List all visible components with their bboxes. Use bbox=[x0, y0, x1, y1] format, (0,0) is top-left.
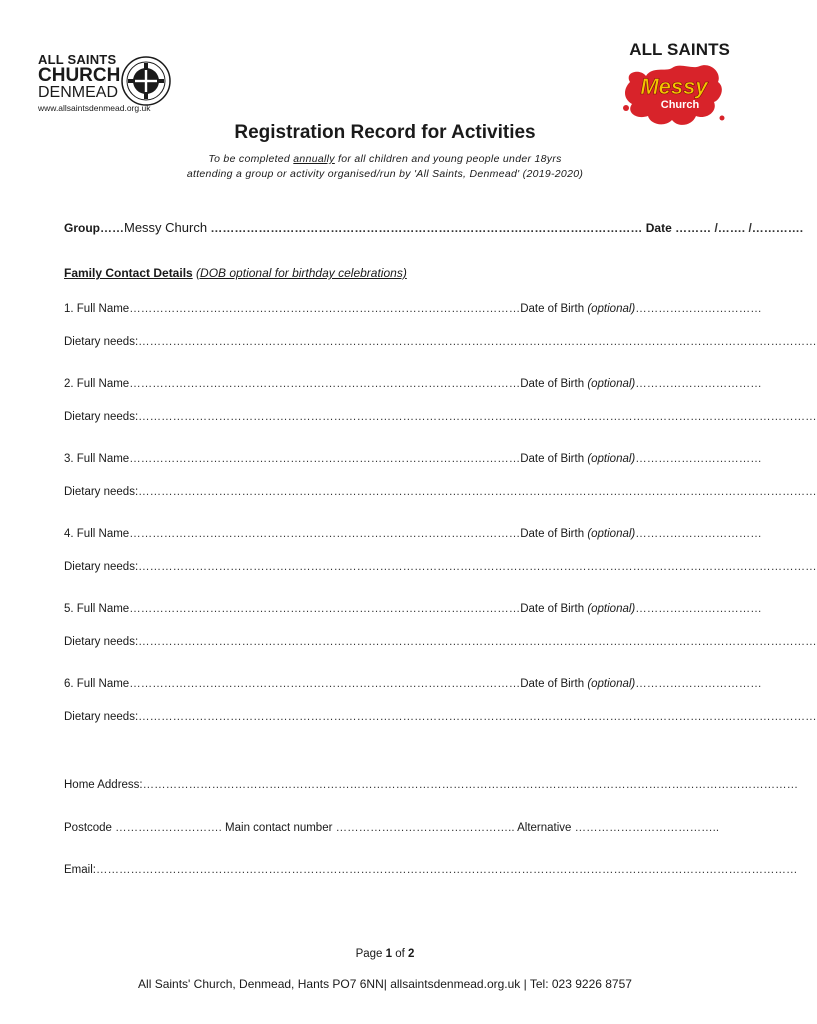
full-name-field[interactable]: ………………………………………………………………………………………… bbox=[129, 303, 521, 315]
subtitle-text: To be completed bbox=[208, 153, 294, 165]
dietary-label: Dietary needs: bbox=[64, 336, 139, 348]
child-name-row-6 bbox=[64, 678, 762, 690]
dietary-field[interactable]: …………………………………………………………………………………………………………………………………………………………… bbox=[138, 336, 817, 348]
home-address-row bbox=[64, 779, 799, 791]
full-name-field[interactable]: ………………………………………………………………………………………… bbox=[129, 528, 521, 540]
dietary-label: Dietary needs: bbox=[64, 486, 139, 498]
dietary-field[interactable]: …………………………………………………………………………………………………………………………………………………………… bbox=[138, 711, 817, 723]
dob-label: Date of Birth bbox=[520, 303, 588, 315]
full-name-field[interactable]: ………………………………………………………………………………………… bbox=[129, 603, 521, 615]
full-name-field[interactable]: ………………………………………………………………………………………… bbox=[129, 378, 521, 390]
dietary-row-2 bbox=[64, 411, 817, 423]
dietary-field[interactable]: …………………………………………………………………………………………………………………………………………………………… bbox=[138, 561, 817, 573]
full-name-label: 1. Full Name bbox=[64, 303, 130, 315]
page-total: 2 bbox=[408, 948, 415, 960]
child-name-row-5 bbox=[64, 603, 762, 615]
group-value[interactable]: Messy Church bbox=[124, 220, 208, 235]
dob-field[interactable]: …………………………… bbox=[635, 603, 762, 615]
dietary-field[interactable]: …………………………………………………………………………………………………………………………………………………………… bbox=[138, 636, 817, 648]
dietary-row-5 bbox=[64, 636, 817, 648]
section-title: Family Contact Details bbox=[64, 266, 193, 280]
messy-logo-top-text: ALL SAINTS bbox=[629, 40, 730, 59]
page-current: 1 bbox=[385, 948, 393, 960]
alternative-label: Alternative bbox=[517, 822, 575, 834]
postcode-field[interactable]: ………………………. bbox=[115, 822, 226, 834]
church-logo bbox=[38, 52, 183, 124]
subtitle-text: for all children and young people under 18yrs bbox=[334, 153, 562, 165]
home-address-field[interactable]: ……………………………………………………………………………………………………………………………………………………… bbox=[142, 779, 799, 791]
dietary-label: Dietary needs: bbox=[64, 711, 139, 723]
dob-label: Date of Birth bbox=[520, 378, 588, 390]
dob-note: (optional) bbox=[587, 528, 636, 540]
dob-field[interactable]: …………………………… bbox=[635, 378, 762, 390]
church-logo-line2: CHURCH bbox=[38, 65, 121, 86]
main-contact-label: Main contact number bbox=[225, 822, 336, 834]
dob-label: Date of Birth bbox=[520, 528, 588, 540]
date-field[interactable]: ……… /……. /…………. bbox=[675, 221, 804, 235]
group-fill-dots: ……………………………………………………………………………………………… bbox=[207, 221, 643, 235]
page-number bbox=[0, 948, 770, 960]
messy-church-logo bbox=[618, 40, 730, 130]
postcode-label: Postcode bbox=[64, 822, 116, 834]
dietary-row-6 bbox=[64, 711, 817, 723]
dob-field[interactable]: …………………………… bbox=[635, 453, 762, 465]
home-address-label: Home Address: bbox=[64, 779, 143, 791]
group-date-line bbox=[64, 220, 804, 235]
dob-label: Date of Birth bbox=[520, 453, 588, 465]
section-heading bbox=[64, 266, 714, 280]
child-name-row-2 bbox=[64, 378, 762, 390]
dietary-label: Dietary needs: bbox=[64, 561, 139, 573]
full-name-field[interactable]: ………………………………………………………………………………………… bbox=[129, 678, 521, 690]
email-row bbox=[64, 864, 798, 876]
dob-note: (optional) bbox=[587, 678, 636, 690]
church-logo-url: www.allsaintsdenmead.org.uk bbox=[38, 103, 151, 113]
child-name-row-1 bbox=[64, 303, 762, 315]
dob-note: (optional) bbox=[587, 603, 636, 615]
child-name-row-3 bbox=[64, 453, 762, 465]
messy-logo-word2: Church bbox=[660, 99, 700, 111]
dietary-label: Dietary needs: bbox=[64, 636, 139, 648]
main-contact-field[interactable]: ……………………………………….. bbox=[335, 822, 518, 834]
dob-label: Date of Birth bbox=[520, 603, 588, 615]
full-name-label: 2. Full Name bbox=[64, 378, 130, 390]
full-name-label: 5. Full Name bbox=[64, 603, 130, 615]
dietary-field[interactable]: …………………………………………………………………………………………………………………………………………………………… bbox=[138, 411, 817, 423]
full-name-field[interactable]: ………………………………………………………………………………………… bbox=[129, 453, 521, 465]
group-label: Group bbox=[64, 221, 100, 235]
church-logo-line3: DENMEAD bbox=[38, 84, 119, 101]
email-label: Email: bbox=[64, 864, 96, 876]
dietary-row-3 bbox=[64, 486, 817, 498]
subtitle-line2: attending a group or activity organised/run by 'All Saints, Denmead' (2019-2020) bbox=[186, 168, 584, 180]
email-field[interactable]: ………………………………………………………………………………………………………………………………………………………………… bbox=[95, 864, 798, 876]
postcode-contact-row bbox=[64, 822, 720, 834]
alternative-field[interactable]: ……………………………….. bbox=[574, 822, 720, 834]
dietary-label: Dietary needs: bbox=[64, 411, 139, 423]
page-of: of bbox=[392, 948, 409, 960]
section-note: (DOB optional for birthday celebrations) bbox=[196, 266, 407, 280]
messy-logo-word1: Messy bbox=[640, 74, 708, 99]
dob-field[interactable]: …………………………… bbox=[635, 303, 762, 315]
full-name-label: 6. Full Name bbox=[64, 678, 130, 690]
dob-field[interactable]: …………………………… bbox=[635, 678, 762, 690]
full-name-label: 4. Full Name bbox=[64, 528, 130, 540]
dob-note: (optional) bbox=[587, 303, 636, 315]
child-name-row-4 bbox=[64, 528, 762, 540]
dob-field[interactable]: …………………………… bbox=[635, 528, 762, 540]
page-label: Page bbox=[355, 948, 386, 960]
dob-label: Date of Birth bbox=[520, 678, 588, 690]
dietary-field[interactable]: …………………………………………………………………………………………………………………………………………………………… bbox=[138, 486, 817, 498]
dietary-row-1 bbox=[64, 336, 817, 348]
group-dots: …… bbox=[100, 221, 124, 235]
subtitle-line1 bbox=[0, 153, 770, 165]
dob-note: (optional) bbox=[587, 378, 636, 390]
page-title: Registration Record for Activities bbox=[234, 122, 536, 143]
dietary-row-4 bbox=[64, 561, 817, 573]
full-name-label: 3. Full Name bbox=[64, 453, 130, 465]
date-label: Date bbox=[642, 221, 676, 235]
church-logo-line1: ALL SAINTS bbox=[38, 52, 117, 67]
footer-address: All Saints' Church, Denmead, Hants PO7 6NN| allsaintsdenmead.org.uk | Tel: 023 9226 8757 bbox=[138, 977, 632, 991]
dob-note: (optional) bbox=[587, 453, 636, 465]
subtitle-emphasis: annually bbox=[293, 153, 335, 165]
church-seal-icon bbox=[120, 55, 172, 107]
